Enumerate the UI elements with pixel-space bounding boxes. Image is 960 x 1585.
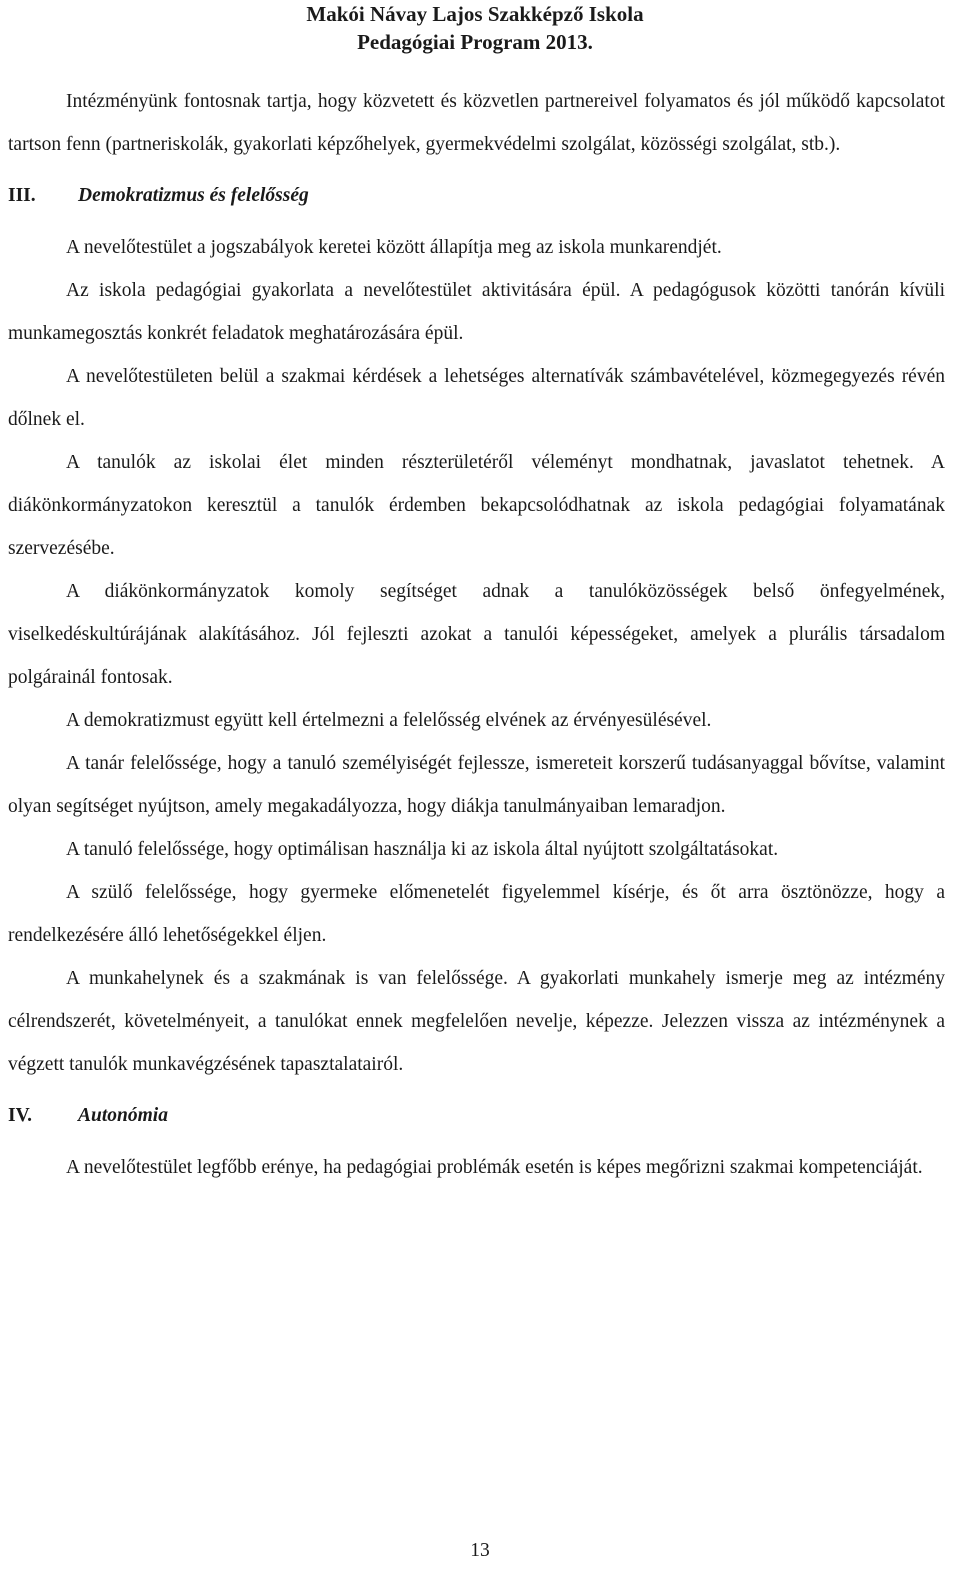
paragraph: A tanulók az iskolai élet minden részterületéről véleményt mondhatnak, javaslatot tehetnek. A diákönkormányzatokon keresztül a tanulók érdemben bekapcsolódhatnak az iskola pedagógiai folyamatának szervezésébe. xyxy=(8,452,945,559)
paragraph: A nevelőtestület a jogszabályok keretei között állapítja meg az iskola munkarendjét. xyxy=(66,237,722,258)
paragraph: Az iskola pedagógiai gyakorlata a nevelőtestület aktivitására épül. A pedagógusok közötti tanórán kívüli munkamegosztás konkrét feladatok meghatározására épül. xyxy=(8,280,945,344)
section-title: Autonómia xyxy=(78,1105,168,1126)
paragraph: A diákönkormányzatok komoly segítséget adnak a tanulóközösségek belső önfegyelmének, viselkedéskultúrájának alakításához. Jól fejleszti azokat a tanulói képességeket, amelyek a plurális társadalom polgárainál fontosak. xyxy=(8,581,945,688)
paragraph: A tanuló felelőssége, hogy optimálisan használja ki az iskola által nyújtott szolgáltatásokat. xyxy=(66,839,779,860)
document-body xyxy=(8,80,945,1189)
section-title: Demokratizmus és felelősség xyxy=(78,185,309,206)
paragraph: A munkahelynek és a szakmának is van felelőssége. A gyakorlati munkahely ismerje meg az intézmény célrendszerét, követelményeit, a tanulókat ennek megfelelően nevelje, képezze. Jelezzen vissza az intézménynek a végzett tanulók munkavégzésének tapasztalatairól. xyxy=(8,968,945,1075)
header-school-name: Makói Návay Lajos Szakképző Iskola xyxy=(306,2,644,26)
section-heading-4 xyxy=(8,1086,945,1146)
page-number: 13 xyxy=(470,1540,490,1561)
paragraph: A szülő felelőssége, hogy gyermeke előmenetelét figyelemmel kísérje, és őt arra ösztönözze, hogy a rendelkezésére álló lehetőségekkel éljen. xyxy=(8,882,945,946)
paragraph: A nevelőtestületen belül a szakmai kérdések a lehetséges alternatívák számbavételével, közmegegyezés révén dőlnek el. xyxy=(8,366,945,430)
page-header-text xyxy=(276,0,674,56)
intro-paragraph: Intézményünk fontosnak tartja, hogy közvetett és közvetlen partnereivel folyamatos és jól működő kapcsolatot tartson fenn (partneriskolák, gyakorlati képzőhelyek, gyermekvédelmi szolgálat, közösségi szolgálat, stb.). xyxy=(8,91,945,155)
header-program-title: Pedagógiai Program 2013. xyxy=(357,30,593,54)
paragraph: A nevelőtestület legfőbb erénye, ha pedagógiai problémák esetén is képes megőrizni szakmai kompetenciáját. xyxy=(66,1157,923,1178)
section-heading-3 xyxy=(8,166,945,226)
section-number: III. xyxy=(8,185,36,206)
paragraph: A demokratizmust együtt kell értelmezni a felelősség elvének az érvényesülésével. xyxy=(66,710,712,731)
section-number: IV. xyxy=(8,1105,33,1126)
paragraph: A tanár felelőssége, hogy a tanuló személyiségét fejlessze, ismereteit korszerű tudásanyaggal bővítse, valamint olyan segítséget nyújtson, amely megakadályozza, hogy diákja tanulmányaiban lemaradjon. xyxy=(8,753,945,817)
